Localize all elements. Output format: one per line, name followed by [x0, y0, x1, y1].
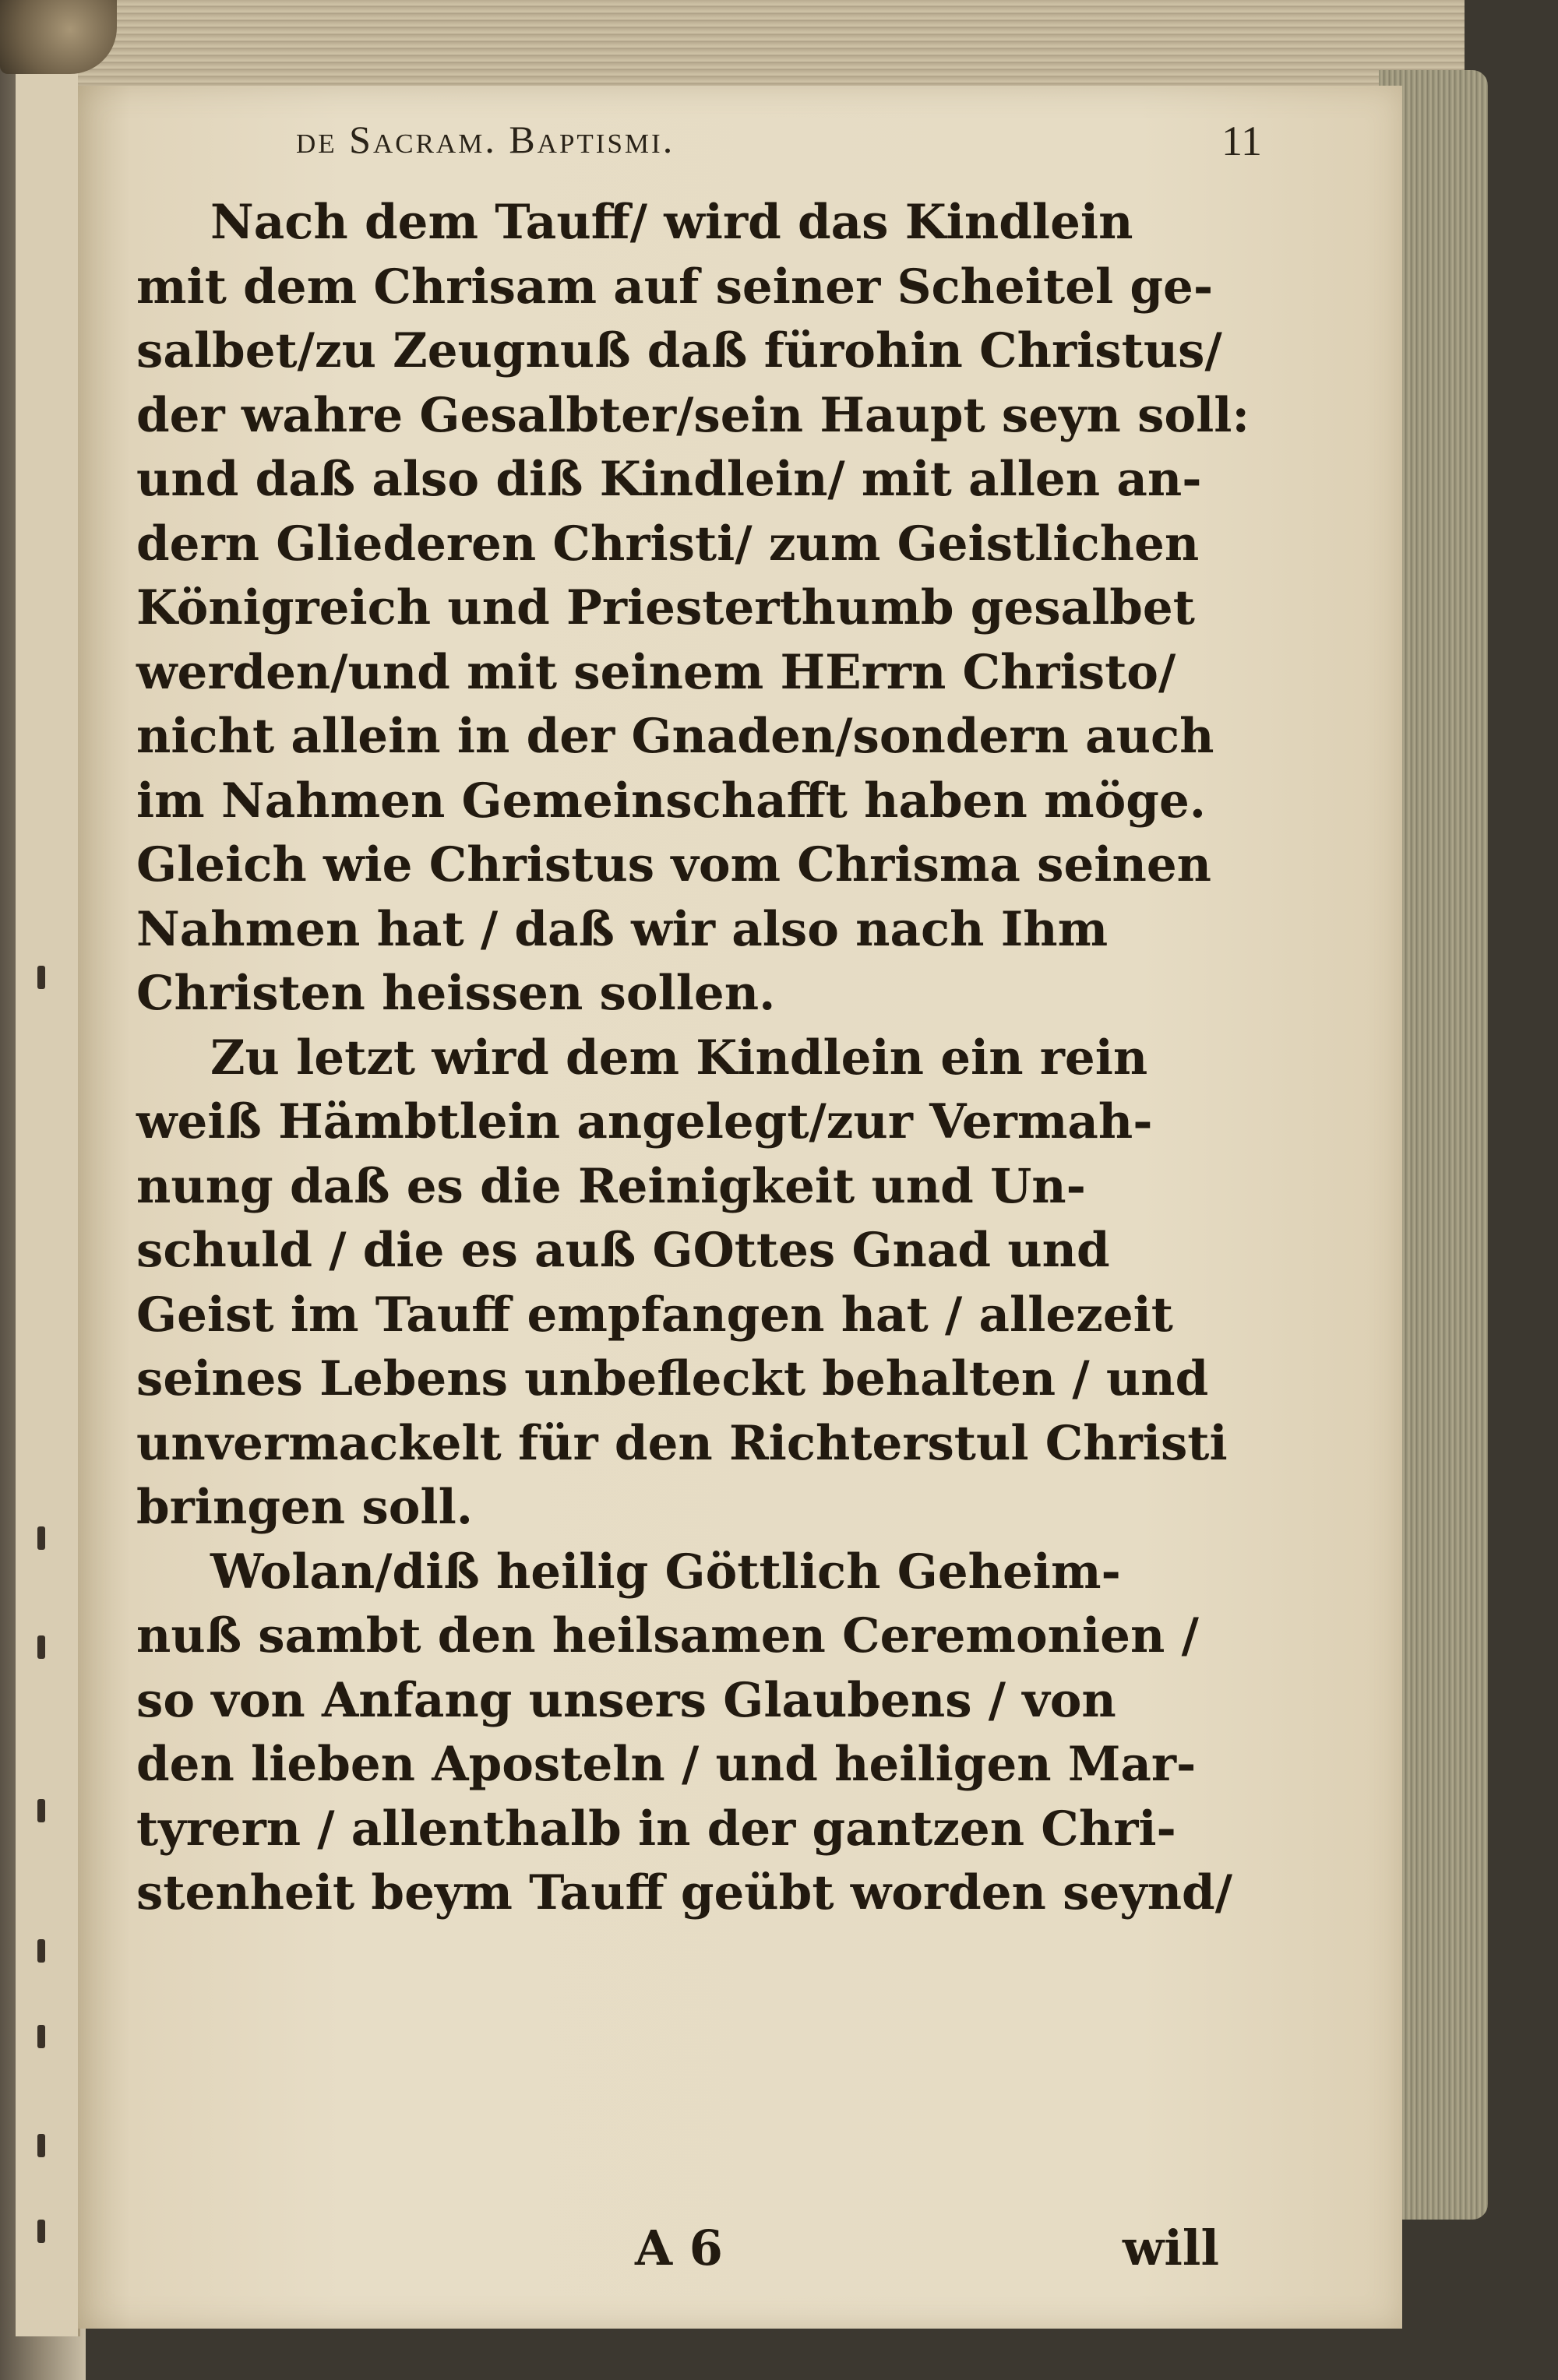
facing-page-ink-mark — [37, 2025, 45, 2048]
text-line: schuld / die es auß GOttes Gnad und — [136, 1223, 1110, 1278]
text-line: nuß sambt den heilsamen Ceremonien / — [136, 1608, 1199, 1664]
text-line: werden/und mit seinem HErrn Christo/ — [136, 644, 1176, 700]
text-line: und daß also diß Kindlein/ mit allen an- — [136, 452, 1202, 507]
text-line: unvermackelt für den Richterstul Christi — [136, 1415, 1228, 1471]
facing-page-ink-mark — [37, 1635, 45, 1659]
text-line: Nahmen hat / daß wir also nach Ihm — [136, 901, 1109, 957]
text-line: Zu letzt wird dem Kindlein ein rein — [210, 1030, 1148, 1086]
text-line: tyrern / allenthalb in der gantzen Chri- — [136, 1801, 1176, 1857]
text-line: nicht allein in der Gnaden/sondern auch — [136, 709, 1214, 764]
text-line: Königreich und Priesterthumb gesalbet — [136, 580, 1195, 635]
text-line: dern Gliederen Christi/ zum Geistlichen — [136, 516, 1200, 572]
page-footer — [136, 2220, 1219, 2290]
body-text — [136, 191, 1250, 1926]
facing-page-ink-mark — [37, 2220, 45, 2243]
text-line: salbet/zu Zeugnuß daß fürohin Christus/ — [136, 323, 1222, 378]
page-number: 11 — [1221, 118, 1262, 164]
text-line: weiß Hämbtlein angelegt/zur Vermah- — [136, 1094, 1153, 1150]
text-line: Geist im Tauff empfangen hat / allezeit — [136, 1287, 1173, 1343]
text-line: bringen soll. — [136, 1480, 473, 1535]
text-line: nung daß es die Reinigkeit und Un- — [136, 1158, 1086, 1214]
text-line: seines Lebens unbefleckt behalten / und — [136, 1351, 1209, 1407]
page-header — [296, 117, 1262, 179]
text-line: den lieben Aposteln / und heiligen Mar- — [136, 1737, 1197, 1792]
facing-page-ink-mark — [37, 1799, 45, 1822]
text-line: Christen heissen sollen. — [136, 966, 776, 1021]
text-line: mit dem Chrisam auf seiner Scheitel ge- — [136, 259, 1214, 315]
facing-page-ink-mark — [37, 1939, 45, 1963]
running-head: de Sacram. Baptismi. — [296, 118, 675, 161]
text-line: Wolan/diß heilig Göttlich Geheim- — [210, 1544, 1121, 1600]
text-line: stenheit beym Tauff geübt worden seynd/ — [136, 1865, 1232, 1921]
facing-page-ink-mark — [37, 966, 45, 989]
book-top-page-edges — [78, 0, 1465, 97]
facing-page-ink-mark — [37, 2134, 45, 2157]
catchword: will — [1122, 2220, 1219, 2276]
facing-page-edge — [16, 47, 80, 2336]
book-clasp — [0, 0, 117, 74]
signature-mark: A 6 — [635, 2220, 723, 2276]
text-line: im Nahmen Gemeinschafft haben möge. — [136, 773, 1207, 829]
text-line: Nach dem Tauff/ wird das Kindlein — [210, 195, 1133, 250]
facing-page-ink-mark — [37, 1526, 45, 1550]
text-line: der wahre Gesalbter/sein Haupt seyn soll: — [136, 387, 1250, 443]
text-line: Gleich wie Christus vom Chrisma seinen — [136, 837, 1211, 892]
text-line: so von Anfang unsers Glaubens / von — [136, 1672, 1116, 1728]
